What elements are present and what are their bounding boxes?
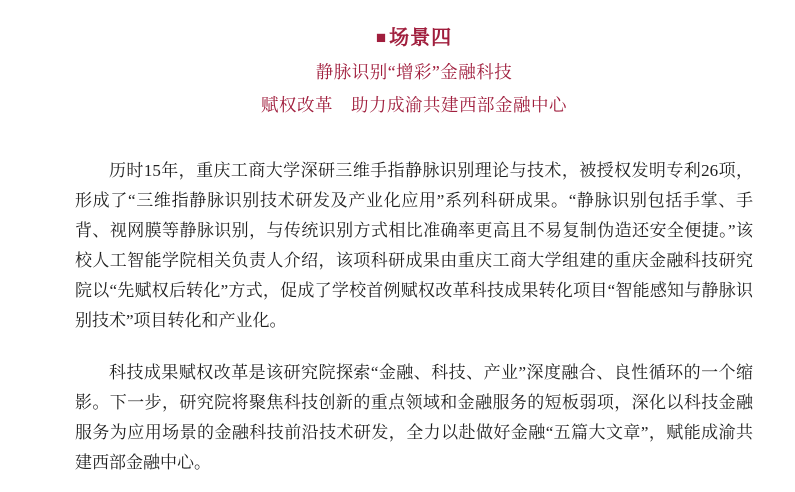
paragraph-2: 科技成果赋权改革是该研究院探索“金融、科技、产业”深度融合、良性循环的一个缩影。下一步，研究院将聚焦科技创新的重点领域和金融服务的短板弱项，深化以科技金融服务为应用场景的金融科技前沿技术研发，全力以赴做好金融“五篇大文章”，赋能成渝共建西部金融中心。 <box>75 363 753 472</box>
paragraph-1: 历时15年，重庆工商大学深研三维手指静脉识别理论与技术，被授权发明专利26项，形成了“三维指静脉识别技术研发及产业化应用”系列科研成果。“静脉识别包括手掌、手背、视网膜等静脉识别，与传统识别方式相比准确率更高且不易复制伪造还安全便捷。”该校人工智能学院相关负责人介绍，该项科研成果由重庆工商大学组建的重庆金融科技研究院以“先赋权后转化”方式，促成了学校首例赋权改革科技成果转化项目“智能感知与静脉识别技术”项目转化和产业化。 <box>75 161 753 330</box>
section-title <box>75 28 753 49</box>
article-subtitle-2: 赋权改革 助力成渝共建西部金融中心 <box>261 95 567 115</box>
section-title-text: 场景四 <box>389 27 453 49</box>
section-marker-icon: ■ <box>375 28 388 47</box>
article-body <box>75 156 753 478</box>
article-header <box>75 28 753 115</box>
article-subtitle-1: 静脉识别“增彩”金融科技 <box>315 62 513 82</box>
